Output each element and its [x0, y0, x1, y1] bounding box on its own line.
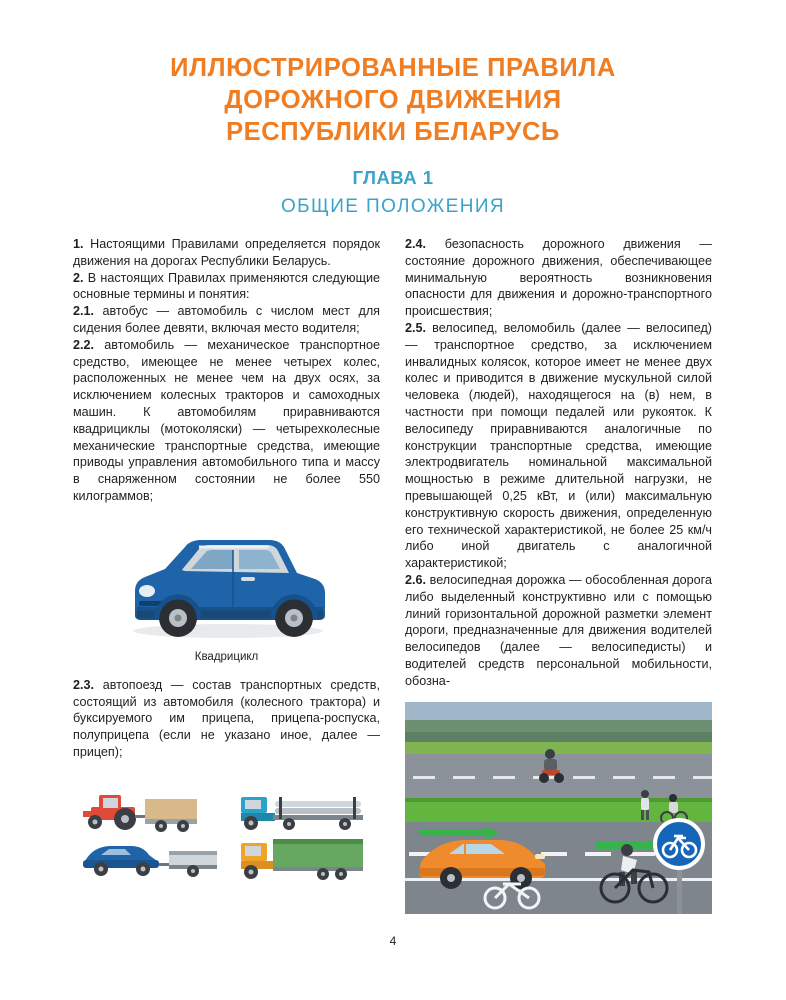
quadricycle-svg: [73, 519, 380, 645]
paragraph-2-4-text: безопасность дорожного движения — состояние дорожного движения, обеспечивающее минимальную вероятность возникновения опасности для движения и дорожно-транспортного происшествия;: [405, 237, 712, 319]
title-line-1: ИЛЛЮСТРИРОВАННЫЕ ПРАВИЛА: [170, 54, 616, 82]
paragraph-1: [73, 236, 380, 270]
title-line-2: ДОРОЖНОГО ДВИЖЕНИЯ: [224, 86, 562, 114]
paragraph-2-4-number: 2.4.: [405, 237, 427, 251]
paragraph-2-2-text: автомобиль — механическое транспортное средство, имеющее не менее четырех колес, расположенных не менее чем на двух осях, за исключением колесных тракторов и самоходных машин. К автомобилям приравниваются квадрициклы (мотоколяски) — четырехколесные механические транспортные средства, имеющие приводы управления автомобильного типа и массу в снаряженном состоянии не более 550 килограммов;: [73, 337, 380, 503]
chapter-heading: ГЛАВА 1: [352, 167, 434, 188]
chapter-subtitle: ОБЩИЕ ПОЛОЖЕНИЯ: [280, 196, 506, 217]
tow-vehicles-svg: [73, 777, 380, 889]
paragraph-2-6-number: 2.6.: [405, 572, 427, 587]
paragraph-2-4: [405, 236, 712, 320]
paragraph-2-6: [405, 572, 712, 690]
bicycle-lane-illustration: [405, 702, 712, 914]
paragraph-2-3-number: 2.3.: [73, 677, 95, 692]
box-truck-icon: [241, 839, 363, 880]
bicycle-lane-svg: [405, 702, 712, 914]
paragraph-2-3: [73, 677, 380, 761]
paragraph-2-1-number: 2.1.: [73, 304, 95, 319]
paragraph-2-3-text: автопоезд — состав транспортных средств, состоящий из автомобиля (колесного трактора) и буксируемого им прицепа, прицепа-роспуска, полуприцепа (если не указано иное, далее — прицеп);: [73, 677, 380, 759]
tractor-icon: [83, 795, 145, 830]
paragraph-2-5-text: велосипед, веломобиль (далее — велосипед) — транспортное средство, за исключением инвалидных колясок, которое имеет не менее двух колес и приводится в движение мускульной силой человека (людей), находящегося на (в) нем, в частности при помощи педалей или рукояток. К велосипеду приравниваются аналогичные по конструкции транспортные средства, имеющие электродвигатель номинальной максимальной мощностью в режиме длительной нагрузки, не превышающей 0,25 кВт, и (или) максимальную конструктивную скорость движения, определенную его технической характеристикой, не более 25 км/ч либо иной двигатель с аналогичной характеристикой;: [405, 320, 712, 571]
paragraph-2-2-number: 2.2.: [73, 337, 95, 352]
paragraph-2-number: 2.: [73, 270, 84, 285]
paragraph-2-5: [405, 320, 712, 572]
paragraph-2: [73, 270, 380, 304]
paragraph-1-number: 1.: [73, 237, 84, 251]
tow-vehicles-illustration: [73, 777, 380, 889]
paragraph-2-5-number: 2.5.: [405, 320, 427, 335]
left-column: [73, 236, 380, 914]
right-column: [405, 236, 712, 914]
paragraph-2-2: [73, 337, 380, 505]
paragraph-1-text: Настоящими Правилами определяется порядок движения на дорогах Республики Беларусь.: [73, 237, 380, 268]
car-with-trailer-icon: [83, 846, 217, 877]
quadricycle-photo: [73, 519, 380, 645]
page-number: 4: [389, 934, 397, 948]
log-truck-icon: [241, 797, 363, 830]
trailer-icon: [145, 799, 197, 832]
quadricycle-caption: Квадрицикл: [194, 650, 259, 663]
title-line-3: РЕСПУБЛИКИ БЕЛАРУСЬ: [226, 118, 560, 146]
paragraph-2-text: В настоящих Правилах применяются следующие основные термины и понятия:: [73, 270, 380, 302]
paragraph-2-1-text: автобус — автомобиль с числом мест для сидения более девяти, включая место водителя;: [73, 304, 380, 335]
body-columns: [73, 236, 713, 914]
page-header: [0, 0, 786, 218]
bicycle-path-sign: [655, 820, 703, 868]
paragraph-2-1: [73, 303, 380, 337]
paragraph-2-6-text: велосипедная дорожка — обособленная дорога либо выделенный конструктивно или с помощью линий горизонтальной дорожной разметки элемент дороги, предназначенные для движения водителей велосипедов (далее — велосипедисты) и водителей средств персональной мобильности, обозна-: [405, 572, 712, 688]
